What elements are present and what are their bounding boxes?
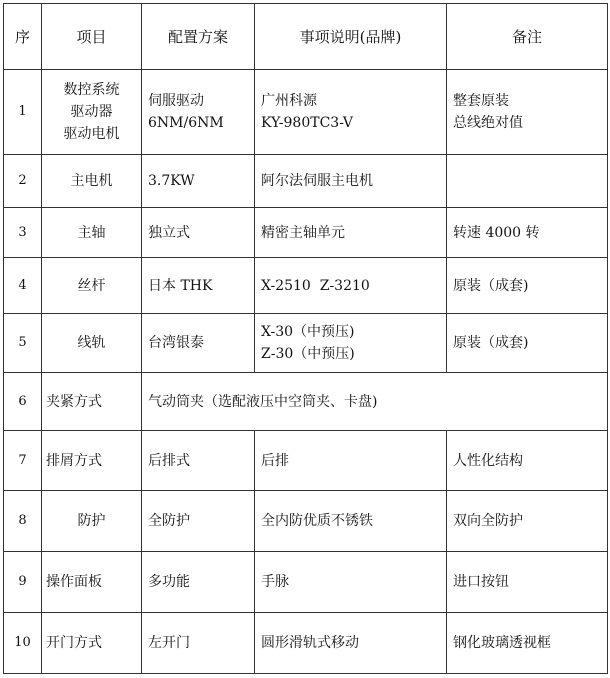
table-row [4,258,608,314]
row-config: 日本 THK [142,258,255,314]
row-config: 独立式 [142,208,255,258]
table-row [4,314,608,373]
row-no: 3 [4,208,42,258]
header-note: 备注 [447,4,608,70]
row-desc: 手脉 [255,552,447,613]
row-note: 钢化玻璃透视框 [447,613,608,674]
row-config: 左开门 [142,613,255,674]
row-no: 5 [4,314,42,373]
table-row [4,431,608,491]
header-item: 项目 [42,4,142,70]
row-no: 2 [4,155,42,208]
table-row [4,373,608,431]
row-config: 伺服驱动 6NM/6NM [142,70,255,155]
row-desc: 广州科源 KY-980TC3-V [255,70,447,155]
row-item: 操作面板 [42,552,142,613]
row-item: 开门方式 [42,613,142,674]
row-item: 线轨 [42,314,142,373]
row-no: 7 [4,431,42,491]
row-item: 数控系统 驱动器 驱动电机 [42,70,142,155]
row-item: 主电机 [42,155,142,208]
row-config: 全防护 [142,491,255,552]
row-note: 人性化结构 [447,431,608,491]
row-desc: X-2510 Z-3210 [255,258,447,314]
row-note: 进口按钮 [447,552,608,613]
row-config: 多功能 [142,552,255,613]
table-row [4,491,608,552]
row-no: 10 [4,613,42,674]
header-config: 配置方案 [142,4,255,70]
row-note: 原装（成套) [447,258,608,314]
row-desc: 后排 [255,431,447,491]
row-no: 8 [4,491,42,552]
row-desc: 圆形滑轨式移动 [255,613,447,674]
row-config: 气动筒夹（选配液压中空筒夹、卡盘) [142,373,608,431]
row-no: 4 [4,258,42,314]
row-desc: 精密主轴单元 [255,208,447,258]
row-item: 夹紧方式 [42,373,142,431]
header-no: 序 [4,4,42,70]
table-header-row [4,4,608,70]
row-no: 9 [4,552,42,613]
row-desc: 全内防优质不锈铁 [255,491,447,552]
row-config: 台湾银泰 [142,314,255,373]
row-note: 原装（成套) [447,314,608,373]
row-item: 主轴 [42,208,142,258]
row-note: 转速 4000 转 [447,208,608,258]
table-row [4,70,608,155]
row-config: 3.7KW [142,155,255,208]
config-table [3,3,608,674]
table-row [4,208,608,258]
table-row [4,552,608,613]
table-row [4,613,608,674]
row-no: 1 [4,70,42,155]
row-note: 整套原装 总线绝对值 [447,70,608,155]
row-config: 后排式 [142,431,255,491]
header-desc: 事项说明(品牌) [255,4,447,70]
row-item: 排屑方式 [42,431,142,491]
row-item: 丝杆 [42,258,142,314]
row-desc: 阿尔法伺服主电机 [255,155,447,208]
row-item: 防护 [42,491,142,552]
row-desc: X-30（中预压) Z-30（中预压) [255,314,447,373]
row-note: 双向全防护 [447,491,608,552]
row-note [447,155,608,208]
row-no: 6 [4,373,42,431]
table-row [4,155,608,208]
